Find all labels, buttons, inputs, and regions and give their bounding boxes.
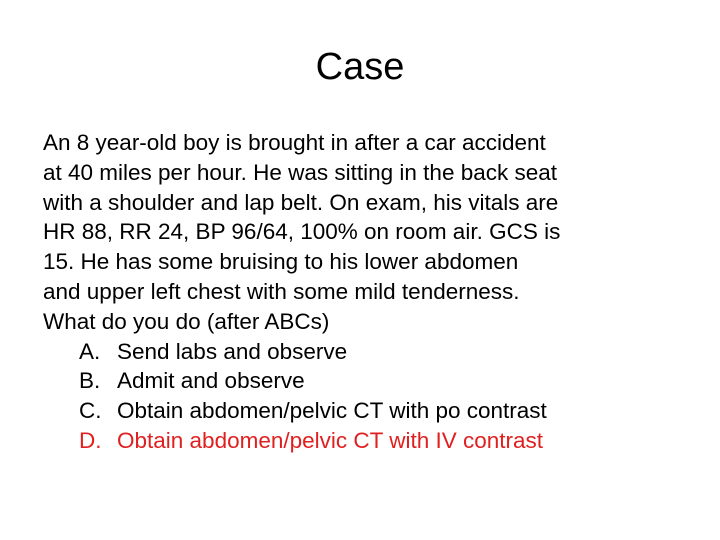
paragraph-line: and upper left chest with some mild tenderness. <box>43 278 520 304</box>
option-text: Admit and observe <box>117 368 305 394</box>
answer-options <box>43 337 683 456</box>
option-c <box>43 396 683 426</box>
option-text: Obtain abdomen/pelvic CT with po contrast <box>117 398 547 424</box>
paragraph-line: with a shoulder and lap belt. On exam, his vitals are <box>43 189 559 215</box>
paragraph-line: What do you do (after ABCs) <box>43 308 330 334</box>
paragraph-line: at 40 miles per hour. He was sitting in the back seat <box>43 159 558 185</box>
option-d-highlighted <box>43 426 683 456</box>
option-letter: A. <box>79 338 101 364</box>
option-letter: D. <box>79 427 102 453</box>
option-text: Obtain abdomen/pelvic CT with IV contrast <box>117 427 544 453</box>
option-letter: B. <box>79 368 101 394</box>
option-text: Send labs and observe <box>117 338 348 364</box>
paragraph-line: HR 88, RR 24, BP 96/64, 100% on room air. GCS is <box>43 219 561 245</box>
paragraph-line: 15. He has some bruising to his lower abdomen <box>43 249 519 275</box>
option-letter: C. <box>79 398 102 424</box>
option-a <box>43 337 683 367</box>
paragraph-line: An 8 year-old boy is brought in after a car accident <box>43 130 546 155</box>
option-b <box>43 366 683 396</box>
slide-title: Case <box>315 46 405 88</box>
case-description <box>43 128 683 456</box>
